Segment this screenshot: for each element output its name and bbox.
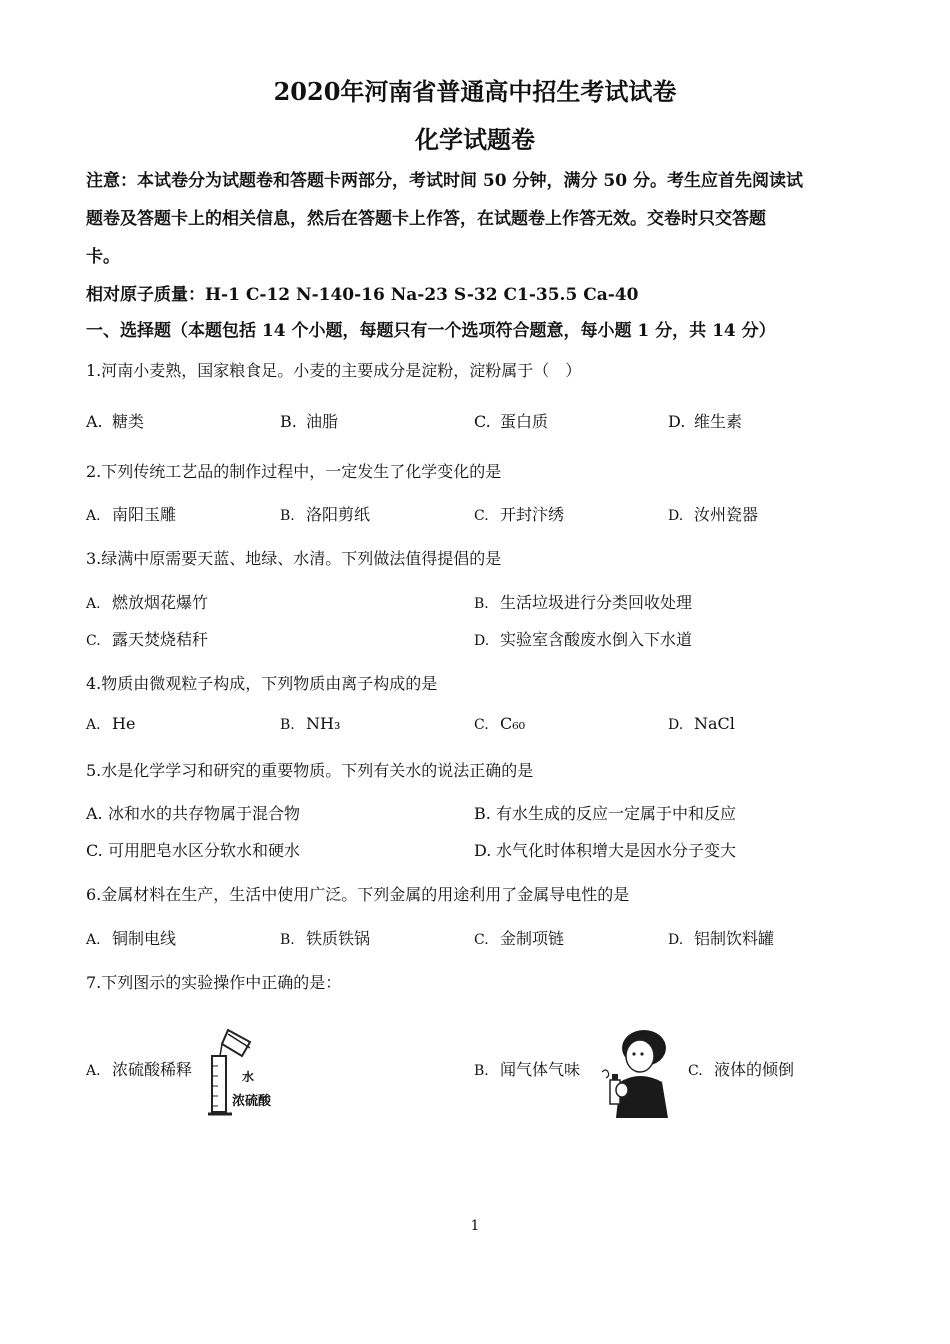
- notice-line-1: 注意：本试卷分为试题卷和答题卡两部分，考试时间 50 分钟，满分 50 分。考生应首先阅读试: [86, 171, 803, 191]
- option-c: C. 液体的倾倒: [688, 1060, 795, 1079]
- option-d: D. 维生素: [668, 412, 743, 431]
- water-label: 水: [242, 1070, 255, 1084]
- notice-line-2: 题卷及答题卡上的相关信息，然后在答题卡上作答，在试题卷上作答无效。交卷时只交答题: [86, 209, 766, 229]
- option-c: C. 露天焚烧秸秆: [86, 630, 209, 649]
- acid-label: 浓硫酸: [232, 1094, 272, 1109]
- section-heading: 一、选择题（本题包括 14 个小题，每题只有一个选项符合题意，每小题 1 分，共 14 分）: [86, 321, 776, 341]
- option-d: D. 水气化时体积增大是因水分子变大: [474, 841, 737, 860]
- option-d: D. 铝制饮料罐: [668, 929, 775, 948]
- page-subtitle: 化学试题卷: [415, 125, 535, 154]
- option-d: D. 实验室含酸废水倒入下水道: [474, 630, 693, 649]
- notice-line-3: 卡。: [86, 247, 120, 267]
- option-a: A. 浓硫酸稀释: [86, 1060, 193, 1079]
- option-c: C. 蛋白质: [474, 412, 549, 431]
- option-a: A. 南阳玉雕: [86, 505, 177, 524]
- option-b: B. NH₃: [280, 714, 341, 733]
- question-6: 6.金属材料在生产，生活中使用广泛。下列金属的用途利用了金属导电性的是: [86, 885, 630, 904]
- option-a: A. 铜制电线: [86, 929, 177, 948]
- option-b: B. 有水生成的反应一定属于中和反应: [474, 804, 737, 823]
- option-b: B. 油脂: [280, 412, 339, 431]
- option-a: A. 燃放烟花爆竹: [86, 593, 209, 612]
- page-title: 2020年河南省普通高中招生考试试卷: [273, 77, 677, 106]
- option-b: B. 洛阳剪纸: [280, 505, 371, 524]
- option-c: C. 可用肥皂水区分软水和硬水: [86, 841, 301, 860]
- option-b: B. 铁质铁锅: [280, 929, 371, 948]
- question-1: 1.河南小麦熟，国家粮食足。小麦的主要成分是淀粉，淀粉属于（ ）: [86, 361, 582, 380]
- smell-gas-figure: [596, 1026, 674, 1118]
- option-d: D. NaCl: [668, 714, 735, 733]
- option-c: C. C₆₀: [474, 714, 526, 733]
- option-c: C. 开封汴绣: [474, 505, 565, 524]
- option-a: A. 糖类: [86, 412, 145, 431]
- option-a: A. 冰和水的共存物属于混合物: [86, 804, 301, 823]
- option-b: B. 生活垃圾进行分类回收处理: [474, 593, 693, 612]
- atomic-masses: 相对原子质量：H-1 C-12 N-140-16 Na-23 S-32 C1-35.5 Ca-40: [86, 285, 639, 305]
- option-d: D. 汝州瓷器: [668, 505, 759, 524]
- option-b: B. 闻气体气味: [474, 1060, 581, 1079]
- question-4: 4.物质由微观粒子构成，下列物质由离子构成的是: [86, 674, 438, 693]
- question-7: 7.下列图示的实验操作中正确的是：: [86, 973, 342, 992]
- question-3: 3.绿满中原需要天蓝、地绿、水清。下列做法值得提倡的是: [86, 549, 502, 568]
- option-a: A. He: [86, 714, 136, 733]
- question-5: 5.水是化学学习和研究的重要物质。下列有关水的说法正确的是: [86, 761, 534, 780]
- option-c: C. 金制项链: [474, 929, 565, 948]
- question-2: 2.下列传统工艺品的制作过程中，一定发生了化学变化的是: [86, 462, 502, 481]
- acid-dilution-figure: [206, 1026, 284, 1118]
- page-number: 1: [470, 1218, 480, 1234]
